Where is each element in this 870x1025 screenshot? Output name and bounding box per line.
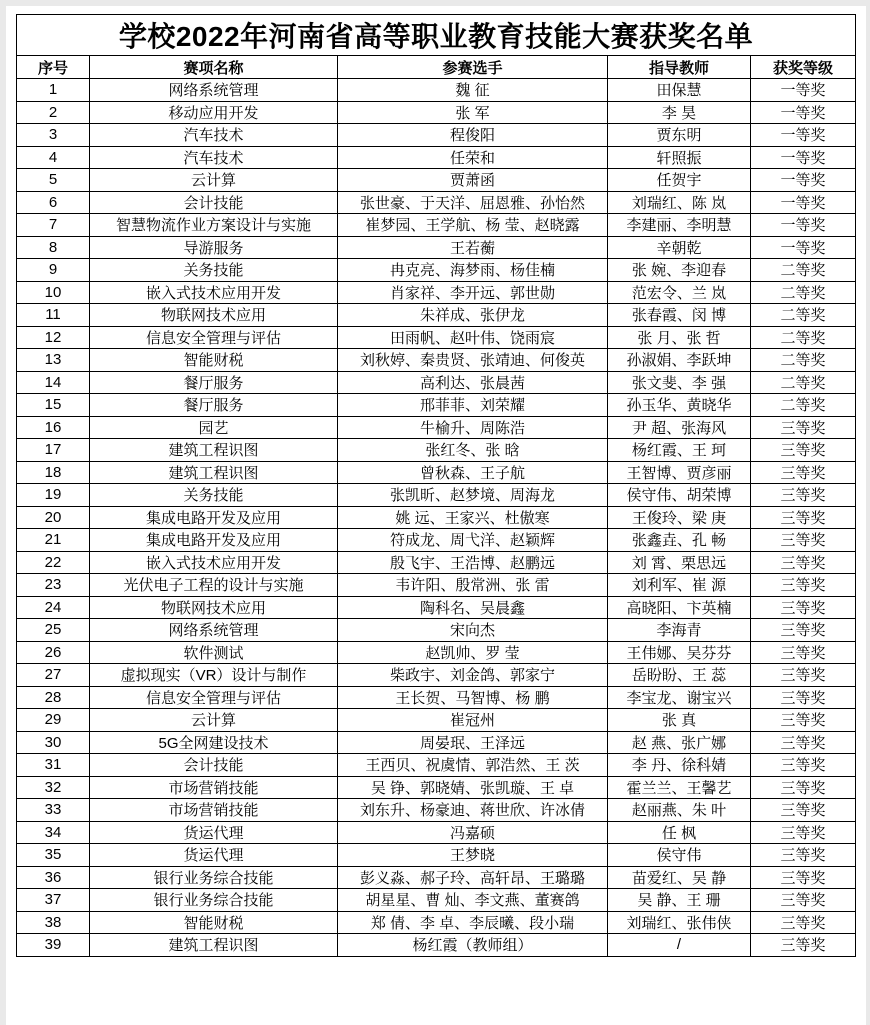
contestants-cell: 陶科名、吴晨鑫 — [338, 596, 608, 619]
award-level-cell: 三等奖 — [751, 506, 856, 529]
table-row — [17, 866, 856, 889]
contestants-cell: 符成龙、周弋洋、赵颖辉 — [338, 529, 608, 552]
teachers-cell: 李宝龙、谢宝兴 — [608, 686, 751, 709]
award-level-cell: 二等奖 — [751, 371, 856, 394]
row-no-cell: 38 — [17, 911, 90, 934]
award-level-cell: 三等奖 — [751, 731, 856, 754]
teachers-cell: 王智博、贾彦丽 — [608, 461, 751, 484]
event-name-cell: 嵌入式技术应用开发 — [90, 551, 338, 574]
row-no-cell: 22 — [17, 551, 90, 574]
award-level-cell: 三等奖 — [751, 619, 856, 642]
contestants-cell: 吴 铮、郭晓婧、张凯璇、王 卓 — [338, 776, 608, 799]
title-row — [17, 15, 856, 56]
event-name-cell: 智能财税 — [90, 911, 338, 934]
event-name-cell: 建筑工程识图 — [90, 439, 338, 462]
award-level-cell: 二等奖 — [751, 281, 856, 304]
teachers-cell: 侯守伟 — [608, 844, 751, 867]
teachers-cell: 张 真 — [608, 709, 751, 732]
contestants-cell: 王若蘅 — [338, 236, 608, 259]
table-row — [17, 169, 856, 192]
award-level-cell: 一等奖 — [751, 214, 856, 237]
table-row — [17, 304, 856, 327]
row-no-cell: 5 — [17, 169, 90, 192]
event-name-cell: 汽车技术 — [90, 146, 338, 169]
teachers-cell: 侯守伟、胡荣博 — [608, 484, 751, 507]
table-row — [17, 79, 856, 102]
award-level-cell: 一等奖 — [751, 236, 856, 259]
teachers-cell: 贾东明 — [608, 124, 751, 147]
row-no-cell: 9 — [17, 259, 90, 282]
header-row — [17, 56, 856, 79]
contestants-cell: 刘秋婷、秦贵贤、张靖迪、何俊英 — [338, 349, 608, 372]
contestants-cell: 崔冠州 — [338, 709, 608, 732]
contestants-cell: 邢菲菲、刘荣耀 — [338, 394, 608, 417]
contestants-cell: 张凯昕、赵梦境、周海龙 — [338, 484, 608, 507]
award-level-cell: 三等奖 — [751, 844, 856, 867]
event-name-cell: 建筑工程识图 — [90, 934, 338, 957]
award-level-cell: 二等奖 — [751, 304, 856, 327]
teachers-cell: 李 丹、徐科婧 — [608, 754, 751, 777]
teachers-cell: 霍兰兰、王馨艺 — [608, 776, 751, 799]
award-level-cell: 三等奖 — [751, 776, 856, 799]
teachers-cell: 张文斐、李 强 — [608, 371, 751, 394]
event-name-cell: 货运代理 — [90, 821, 338, 844]
document-sheet — [6, 6, 866, 1025]
event-name-cell: 光伏电子工程的设计与实施 — [90, 574, 338, 597]
teachers-cell: 孙玉华、黄晓华 — [608, 394, 751, 417]
award-level-cell: 三等奖 — [751, 574, 856, 597]
table-row — [17, 686, 856, 709]
award-level-cell: 一等奖 — [751, 191, 856, 214]
row-no-cell: 39 — [17, 934, 90, 957]
column-header-no: 序号 — [17, 56, 90, 79]
row-no-cell: 15 — [17, 394, 90, 417]
teachers-cell: 张鑫垚、孔 畅 — [608, 529, 751, 552]
contestants-cell: 杨红霞（教师组） — [338, 934, 608, 957]
award-level-cell: 二等奖 — [751, 259, 856, 282]
table-row — [17, 889, 856, 912]
awards-table — [16, 14, 856, 957]
teachers-cell: 刘利军、崔 源 — [608, 574, 751, 597]
table-row — [17, 124, 856, 147]
award-level-cell: 二等奖 — [751, 394, 856, 417]
award-level-cell: 三等奖 — [751, 596, 856, 619]
contestants-cell: 张 军 — [338, 101, 608, 124]
row-no-cell: 35 — [17, 844, 90, 867]
teachers-cell: 李 昊 — [608, 101, 751, 124]
contestants-cell: 朱祥成、张伊龙 — [338, 304, 608, 327]
table-row — [17, 461, 856, 484]
teachers-cell: 王俊玲、梁 庚 — [608, 506, 751, 529]
table-row — [17, 551, 856, 574]
table-row — [17, 776, 856, 799]
event-name-cell: 关务技能 — [90, 484, 338, 507]
row-no-cell: 18 — [17, 461, 90, 484]
contestants-cell: 殷飞宇、王浩博、赵鹏远 — [338, 551, 608, 574]
contestants-cell: 张世豪、于天洋、屈恩雅、孙怡然 — [338, 191, 608, 214]
contestants-cell: 崔梦园、王学航、杨 莹、赵晓露 — [338, 214, 608, 237]
column-header-award: 获奖等级 — [751, 56, 856, 79]
award-level-cell: 三等奖 — [751, 821, 856, 844]
contestants-cell: 牛榆升、周陈浩 — [338, 416, 608, 439]
teachers-cell: 李海青 — [608, 619, 751, 642]
table-row — [17, 371, 856, 394]
table-row — [17, 641, 856, 664]
event-name-cell: 虚拟现实（VR）设计与制作 — [90, 664, 338, 687]
teachers-cell: 张 婉、李迎春 — [608, 259, 751, 282]
award-level-cell: 三等奖 — [751, 866, 856, 889]
table-row — [17, 214, 856, 237]
teachers-cell: 刘瑞红、张伟侠 — [608, 911, 751, 934]
event-name-cell: 智慧物流作业方案设计与实施 — [90, 214, 338, 237]
table-row — [17, 506, 856, 529]
contestants-cell: 王西贝、祝虞情、郭浩然、王 茨 — [338, 754, 608, 777]
row-no-cell: 31 — [17, 754, 90, 777]
contestants-cell: 田雨帆、赵叶伟、饶雨宸 — [338, 326, 608, 349]
page-title: 学校2022年河南省高等职业教育技能大赛获奖名单 — [17, 15, 856, 56]
row-no-cell: 25 — [17, 619, 90, 642]
row-no-cell: 10 — [17, 281, 90, 304]
contestants-cell: 贾萧函 — [338, 169, 608, 192]
teachers-cell: 轩照振 — [608, 146, 751, 169]
row-no-cell: 26 — [17, 641, 90, 664]
award-level-cell: 一等奖 — [751, 169, 856, 192]
contestants-cell: 郑 倩、李 卓、李辰曦、段小瑞 — [338, 911, 608, 934]
row-no-cell: 13 — [17, 349, 90, 372]
row-no-cell: 3 — [17, 124, 90, 147]
event-name-cell: 移动应用开发 — [90, 101, 338, 124]
column-header-event: 赛项名称 — [90, 56, 338, 79]
table-row — [17, 101, 856, 124]
award-level-cell: 三等奖 — [751, 799, 856, 822]
award-level-cell: 三等奖 — [751, 551, 856, 574]
table-row — [17, 146, 856, 169]
award-level-cell: 三等奖 — [751, 889, 856, 912]
teachers-cell: 王伟娜、吴芬芬 — [608, 641, 751, 664]
table-row — [17, 709, 856, 732]
event-name-cell: 云计算 — [90, 169, 338, 192]
row-no-cell: 36 — [17, 866, 90, 889]
award-level-cell: 三等奖 — [751, 709, 856, 732]
row-no-cell: 29 — [17, 709, 90, 732]
contestants-cell: 肖家祥、李开远、郭世勋 — [338, 281, 608, 304]
event-name-cell: 关务技能 — [90, 259, 338, 282]
event-name-cell: 信息安全管理与评估 — [90, 326, 338, 349]
table-row — [17, 731, 856, 754]
teachers-cell: 张春霞、闵 博 — [608, 304, 751, 327]
event-name-cell: 嵌入式技术应用开发 — [90, 281, 338, 304]
contestants-cell: 柴政宇、刘金鸽、郭家宁 — [338, 664, 608, 687]
row-no-cell: 28 — [17, 686, 90, 709]
teachers-cell: / — [608, 934, 751, 957]
event-name-cell: 集成电路开发及应用 — [90, 506, 338, 529]
event-name-cell: 银行业务综合技能 — [90, 866, 338, 889]
event-name-cell: 网络系统管理 — [90, 619, 338, 642]
table-row — [17, 416, 856, 439]
teachers-cell: 田保慧 — [608, 79, 751, 102]
row-no-cell: 27 — [17, 664, 90, 687]
event-name-cell: 智能财税 — [90, 349, 338, 372]
event-name-cell: 建筑工程识图 — [90, 461, 338, 484]
table-row — [17, 619, 856, 642]
contestants-cell: 任荣和 — [338, 146, 608, 169]
event-name-cell: 餐厅服务 — [90, 371, 338, 394]
award-level-cell: 二等奖 — [751, 349, 856, 372]
row-no-cell: 7 — [17, 214, 90, 237]
event-name-cell: 餐厅服务 — [90, 394, 338, 417]
row-no-cell: 4 — [17, 146, 90, 169]
award-level-cell: 三等奖 — [751, 461, 856, 484]
table-row — [17, 259, 856, 282]
teachers-cell: 高晓阳、卞英楠 — [608, 596, 751, 619]
row-no-cell: 12 — [17, 326, 90, 349]
event-name-cell: 汽车技术 — [90, 124, 338, 147]
teachers-cell: 岳盼盼、王 蕊 — [608, 664, 751, 687]
award-level-cell: 三等奖 — [751, 484, 856, 507]
teachers-cell: 辛朝乾 — [608, 236, 751, 259]
row-no-cell: 19 — [17, 484, 90, 507]
table-row — [17, 349, 856, 372]
row-no-cell: 2 — [17, 101, 90, 124]
teachers-cell: 范宏令、兰 岚 — [608, 281, 751, 304]
event-name-cell: 会计技能 — [90, 191, 338, 214]
row-no-cell: 30 — [17, 731, 90, 754]
contestants-cell: 冯嘉硕 — [338, 821, 608, 844]
award-level-cell: 三等奖 — [751, 439, 856, 462]
event-name-cell: 物联网技术应用 — [90, 596, 338, 619]
table-body — [17, 79, 856, 957]
event-name-cell: 网络系统管理 — [90, 79, 338, 102]
row-no-cell: 11 — [17, 304, 90, 327]
row-no-cell: 8 — [17, 236, 90, 259]
teachers-cell: 赵丽燕、朱 叶 — [608, 799, 751, 822]
award-level-cell: 三等奖 — [751, 664, 856, 687]
event-name-cell: 市场营销技能 — [90, 799, 338, 822]
contestants-cell: 曾秋森、王子航 — [338, 461, 608, 484]
teachers-cell: 李建丽、李明慧 — [608, 214, 751, 237]
event-name-cell: 集成电路开发及应用 — [90, 529, 338, 552]
column-header-contestants: 参赛选手 — [338, 56, 608, 79]
table-row — [17, 844, 856, 867]
row-no-cell: 33 — [17, 799, 90, 822]
event-name-cell: 信息安全管理与评估 — [90, 686, 338, 709]
contestants-cell: 刘东升、杨豪迪、蒋世欣、许冰倩 — [338, 799, 608, 822]
contestants-cell: 王长贺、马智博、杨 鹏 — [338, 686, 608, 709]
row-no-cell: 20 — [17, 506, 90, 529]
teachers-cell: 任贺宇 — [608, 169, 751, 192]
contestants-cell: 魏 征 — [338, 79, 608, 102]
table-row — [17, 754, 856, 777]
table-row — [17, 911, 856, 934]
contestants-cell: 赵凯帅、罗 莹 — [338, 641, 608, 664]
teachers-cell: 刘 霄、栗思远 — [608, 551, 751, 574]
contestants-cell: 张红冬、张 晗 — [338, 439, 608, 462]
contestants-cell: 彭义淼、郝子玲、高轩昂、王璐璐 — [338, 866, 608, 889]
table-row — [17, 529, 856, 552]
table-row — [17, 236, 856, 259]
table-row — [17, 664, 856, 687]
event-name-cell: 5G全网建设技术 — [90, 731, 338, 754]
column-header-teachers: 指导教师 — [608, 56, 751, 79]
contestants-cell: 王梦晓 — [338, 844, 608, 867]
teachers-cell: 孙淑娟、李跃坤 — [608, 349, 751, 372]
event-name-cell: 会计技能 — [90, 754, 338, 777]
contestants-cell: 宋向杰 — [338, 619, 608, 642]
teachers-cell: 杨红霞、王 珂 — [608, 439, 751, 462]
contestants-cell: 程俊阳 — [338, 124, 608, 147]
table-row — [17, 326, 856, 349]
contestants-cell: 周晏珉、王泽远 — [338, 731, 608, 754]
award-level-cell: 一等奖 — [751, 101, 856, 124]
row-no-cell: 6 — [17, 191, 90, 214]
event-name-cell: 导游服务 — [90, 236, 338, 259]
table-row — [17, 191, 856, 214]
teachers-cell: 苗爱红、吴 静 — [608, 866, 751, 889]
table-row — [17, 799, 856, 822]
event-name-cell: 银行业务综合技能 — [90, 889, 338, 912]
table-row — [17, 281, 856, 304]
row-no-cell: 32 — [17, 776, 90, 799]
row-no-cell: 37 — [17, 889, 90, 912]
event-name-cell: 园艺 — [90, 416, 338, 439]
award-level-cell: 三等奖 — [751, 641, 856, 664]
award-level-cell: 三等奖 — [751, 754, 856, 777]
contestants-cell: 韦许阳、殷常洲、张 雷 — [338, 574, 608, 597]
teachers-cell: 任 枫 — [608, 821, 751, 844]
row-no-cell: 14 — [17, 371, 90, 394]
table-row — [17, 821, 856, 844]
table-row — [17, 394, 856, 417]
event-name-cell: 市场营销技能 — [90, 776, 338, 799]
row-no-cell: 34 — [17, 821, 90, 844]
award-level-cell: 一等奖 — [751, 124, 856, 147]
row-no-cell: 17 — [17, 439, 90, 462]
award-level-cell: 二等奖 — [751, 326, 856, 349]
award-level-cell: 一等奖 — [751, 79, 856, 102]
award-level-cell: 三等奖 — [751, 686, 856, 709]
table-row — [17, 484, 856, 507]
contestants-cell: 冉克亮、海梦雨、杨佳楠 — [338, 259, 608, 282]
table-row — [17, 574, 856, 597]
award-level-cell: 三等奖 — [751, 934, 856, 957]
table-row — [17, 934, 856, 957]
row-no-cell: 16 — [17, 416, 90, 439]
row-no-cell: 21 — [17, 529, 90, 552]
award-level-cell: 三等奖 — [751, 416, 856, 439]
teachers-cell: 吴 静、王 珊 — [608, 889, 751, 912]
teachers-cell: 刘瑞红、陈 岚 — [608, 191, 751, 214]
event-name-cell: 货运代理 — [90, 844, 338, 867]
contestants-cell: 姚 远、王家兴、杜傲寒 — [338, 506, 608, 529]
row-no-cell: 23 — [17, 574, 90, 597]
event-name-cell: 软件测试 — [90, 641, 338, 664]
teachers-cell: 张 月、张 哲 — [608, 326, 751, 349]
row-no-cell: 1 — [17, 79, 90, 102]
teachers-cell: 尹 超、张海风 — [608, 416, 751, 439]
contestants-cell: 胡星星、曹 灿、李文燕、董赛鸽 — [338, 889, 608, 912]
event-name-cell: 物联网技术应用 — [90, 304, 338, 327]
event-name-cell: 云计算 — [90, 709, 338, 732]
teachers-cell: 赵 燕、张广娜 — [608, 731, 751, 754]
table-row — [17, 439, 856, 462]
contestants-cell: 高利达、张晨茜 — [338, 371, 608, 394]
row-no-cell: 24 — [17, 596, 90, 619]
table-row — [17, 596, 856, 619]
award-level-cell: 三等奖 — [751, 911, 856, 934]
award-level-cell: 三等奖 — [751, 529, 856, 552]
award-level-cell: 一等奖 — [751, 146, 856, 169]
